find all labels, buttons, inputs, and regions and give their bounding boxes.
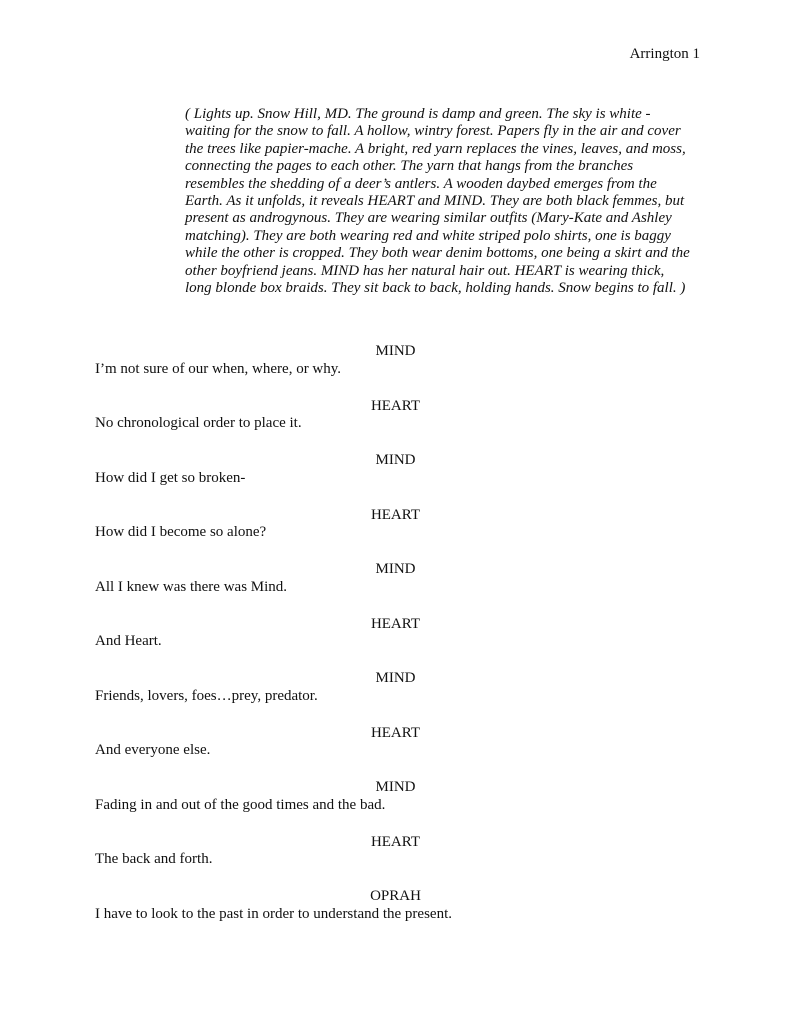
character-name: MIND	[375, 561, 416, 577]
dialogue-block	[0, 343, 791, 378]
character-name: HEART	[370, 833, 421, 850]
stage-direction: ( Lights up. Snow Hill, MD. The ground is damp and green. The sky is white - waiting for the snow to fall. A hollow, wintry forest. Papers fly in the air and cover the trees like papier-mache. A bright, red yarn replaces the vines, leaves, and moss, connecting the pages to each other. The yarn that hangs from the branches resembles the shedding of a deer’s antlers. A wooden daybed emerges from the Earth. As it unfolds, it reveals HEART and MIND. They are both black femmes, but present as androgynous. They are wearing similar outfits (Mary-Kate and Ashley matching). They are both wearing red and white striped polo shirts, one is baggy while the other is cropped. They both wear denim bottoms, one being a skirt and the other boyfriend jeans. MIND has her natural hair out. HEART is wearing thick, long blonde box braids. They sit back to back, holding hands. Snow begins to fall. )	[185, 106, 690, 297]
character-name: OPRAH	[370, 888, 421, 904]
dialogue-line: How did I get so broken-	[95, 469, 246, 486]
dialogue-line: No chronological order to place it.	[95, 415, 302, 431]
dialogue-section	[0, 343, 791, 943]
dialogue-line: Fading in and out of the good times and the bad.	[95, 796, 386, 813]
dialogue-line: And Heart.	[95, 633, 162, 649]
dialogue-block	[0, 779, 791, 814]
character-name: HEART	[370, 615, 421, 632]
dialogue-block	[0, 616, 791, 651]
dialogue-line: The back and forth.	[95, 851, 213, 867]
dialogue-block	[0, 561, 791, 596]
character-name: HEART	[370, 724, 421, 741]
character-name: HEART	[370, 397, 421, 414]
character-name: MIND	[375, 452, 416, 468]
dialogue-line: I’m not sure of our when, where, or why.	[95, 360, 342, 377]
page-header-author-page-number: Arrington 1	[629, 46, 700, 62]
dialogue-block	[0, 834, 791, 869]
dialogue-block	[0, 507, 791, 542]
dialogue-line: How did I become so alone?	[95, 524, 267, 540]
character-name: MIND	[375, 670, 416, 686]
dialogue-line: And everyone else.	[95, 742, 211, 758]
dialogue-block	[0, 888, 791, 923]
dialogue-line: Friends, lovers, foes…prey, predator.	[95, 687, 318, 704]
dialogue-block	[0, 725, 791, 760]
dialogue-block	[0, 452, 791, 487]
dialogue-block	[0, 398, 791, 433]
character-name: MIND	[375, 343, 416, 359]
character-name: MIND	[375, 779, 416, 795]
dialogue-line: All I knew was there was Mind.	[95, 578, 288, 595]
dialogue-line: I have to look to the past in order to understand the present.	[95, 905, 452, 922]
dialogue-block	[0, 670, 791, 705]
character-name: HEART	[370, 506, 421, 523]
